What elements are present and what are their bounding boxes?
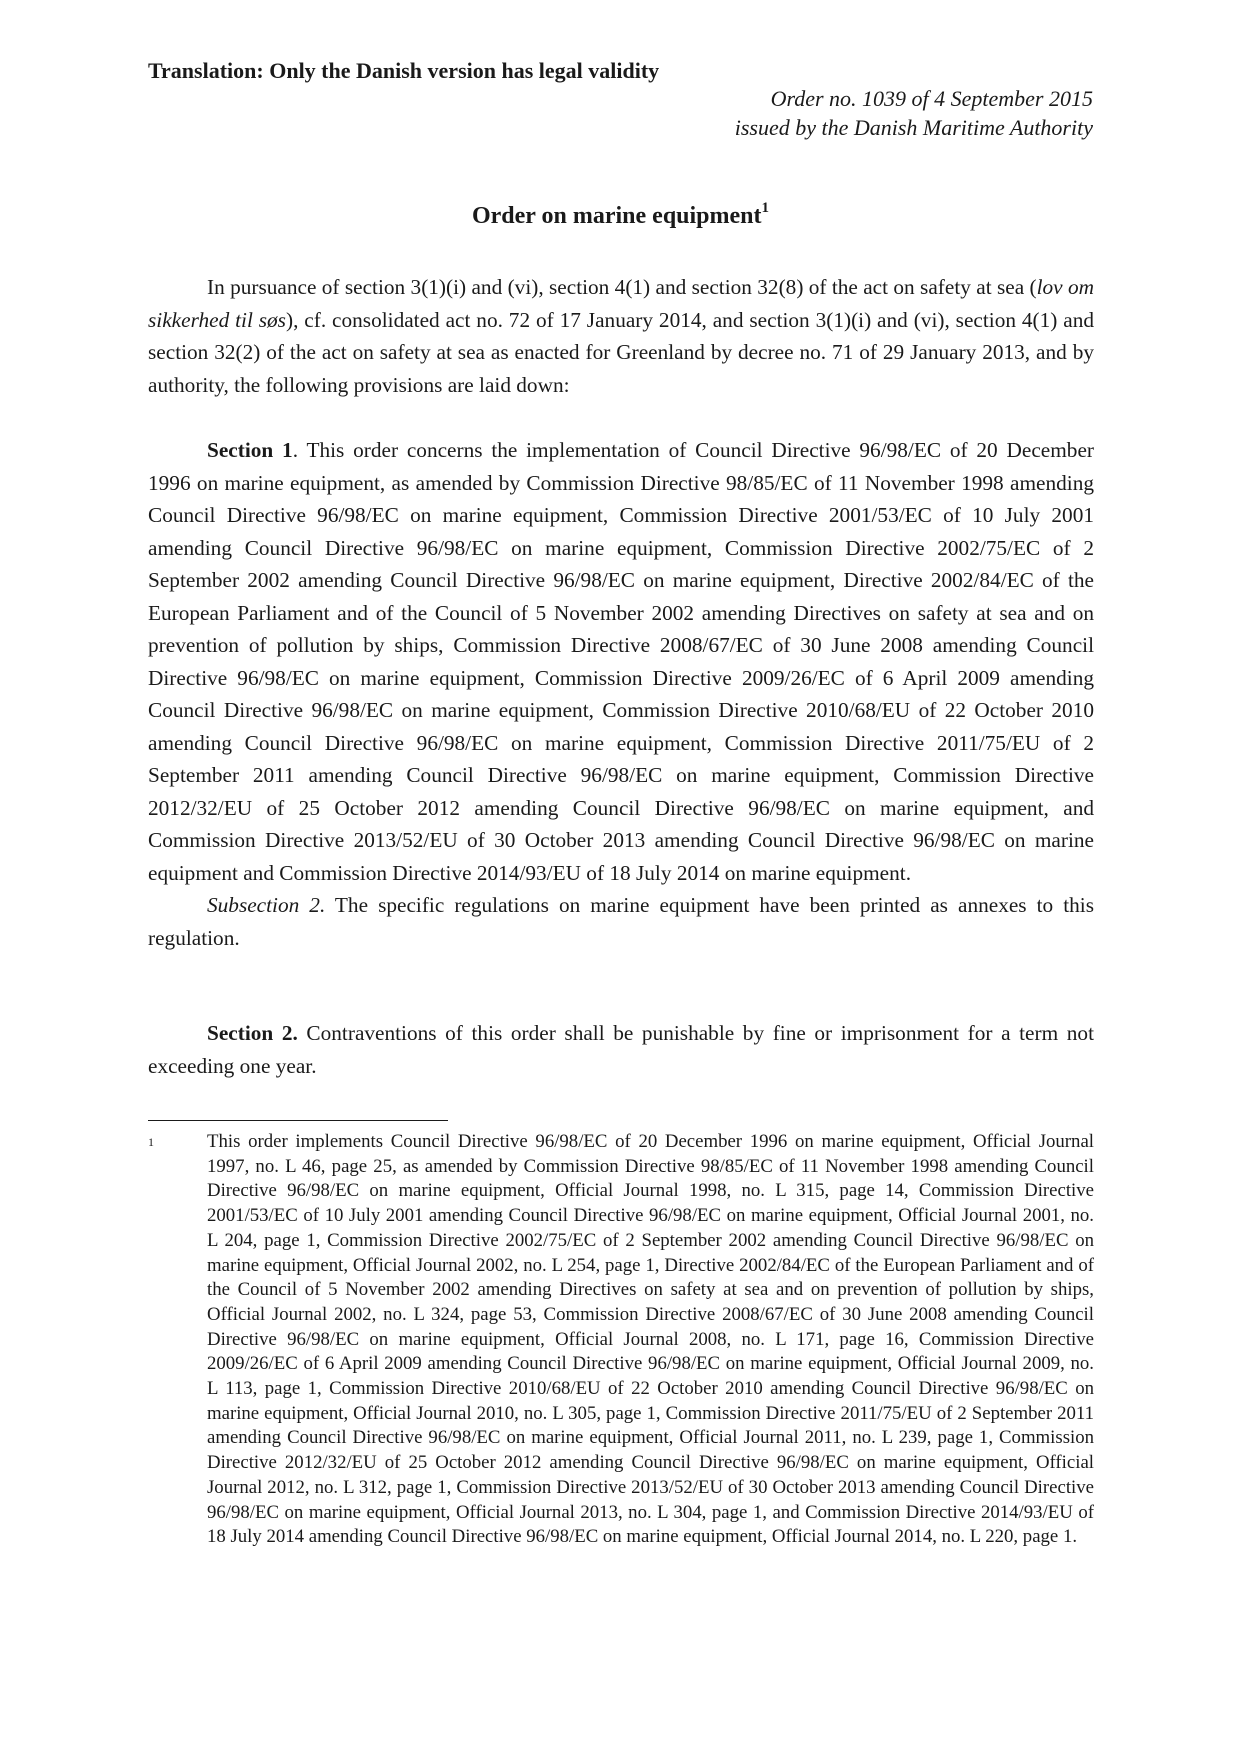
issuing-authority: issued by the Danish Maritime Authority — [734, 115, 1093, 140]
section-2-paragraph — [148, 1017, 1094, 1082]
subsection-2-paragraph — [148, 889, 1094, 954]
preamble — [148, 271, 1094, 401]
section-1 — [148, 434, 1094, 954]
subsection-2-text: The specific regulations on marine equipment have been printed as annexes to this regulation. — [148, 893, 1094, 950]
footnote-reference[interactable]: 1 — [761, 200, 770, 216]
preamble-text-1: In pursuance of section 3(1)(i) and (vi), section 4(1) and section 32(8) of the act on safety at sea ( — [207, 275, 1037, 299]
preamble-text-2: ), cf. consolidated act no. 72 of 17 January 2014, and section 3(1)(i) and (vi), section 4(1) and section 32(2) of the act on safety at sea as enacted for Greenland by decree no. 71 of 29 January 2013, and by authority, the following provisions are laid down: — [148, 307, 1094, 397]
page-title — [0, 202, 1241, 230]
order-number: Order no. 1039 of 4 September 2015 — [770, 86, 1093, 111]
section-1-text: . This order concerns the implementation of Council Directive 96/98/EC of 20 December 1996 on marine equipment, as amended by Commission Directive 98/85/EC of 11 November 1998 amending Council Directive 96/98/EC on marine equipment, Commission Directive 2001/53/EC of 10 July 2001 amending Council Directive 96/98/EC on marine equipment, Commission Directive 2002/75/EC of 2 September 2002 amending Council Directive 96/98/EC on marine equipment, Directive 2002/84/EC of the European Parliament and of the Council of 5 November 2002 amending Directives on safety at sea and on prevention of pollution by ships, Commission Directive 2008/67/EC of 30 June 2008 amending Council Directive 96/98/EC on marine equipment, Commission Directive 2009/26/EC of 6 April 2009 amending Council Directive 96/98/EC on marine equipment, Commission Directive 2010/68/EU of 22 October 2010 amending Council Directive 96/98/EC on marine equipment, Commission Directive 2011/75/EU of 2 September 2011 amending Council Directive 96/98/EC on marine equipment, Commission Directive 2012/32/EU of 25 October 2012 amending Council Directive 96/98/EC on marine equipment, and Commission Directive 2013/52/EU of 30 October 2013 amending Council Directive 96/98/EC on marine equipment and Commission Directive 2014/93/EU of 18 July 2014 on marine equipment. — [148, 438, 1094, 885]
section-1-label: Section 1 — [207, 438, 293, 462]
subsection-2-label: Subsection 2. — [207, 893, 326, 917]
section-2-label: Section 2. — [207, 1021, 298, 1045]
title-text: Order on marine equipment — [471, 203, 762, 229]
translation-notice: Translation: Only the Danish version has legal validity — [148, 58, 660, 83]
section-1-paragraph — [148, 434, 1094, 889]
footnote-text: This order implements Council Directive 96/98/EC of 20 December 1996 on marine equipment, Official Journal 1997, no. L 46, page 25, as amended by Commission Directive 98/85/EC of 11 November 1998 amending Council Directive 96/98/EC on marine equipment, Official Journal 1998, no. L 315, page 14, Commission Directive 2001/53/EC of 10 July 2001 amending Council Directive 96/98/EC on marine equipment, Official Journal 2001, no. L 204, page 1, Commission Directive 2002/75/EC of 2 September 2002 amending Council Directive 96/98/EC on marine equipment, Official Journal 2002, no. L 254, page 1, Directive 2002/84/EC of the European Parliament and of the Council of 5 November 2002 amending Directives on safety at sea and on prevention of pollution by ships, Official Journal 2002, no. L 324, page 53, Commission Directive 2008/67/EC of 30 June 2008 amending Council Directive 96/98/EC on marine equipment, Official Journal 2008, no. L 171, page 16, Commission Directive 2009/26/EC of 6 April 2009 amending Council Directive 96/98/EC on marine equipment, Official Journal 2009, no. L 113, page 1, Commission Directive 2010/68/EU of 22 October 2010 amending Council Directive 96/98/EC on marine equipment, Official Journal 2010, no. L 305, page 1, Commission Directive 2011/75/EU of 2 September 2011 amending Council Directive 96/98/EC on marine equipment, Official Journal 2011, no. L 239, page 1, Commission Directive 2012/32/EU of 25 October 2012 amending Council Directive 96/98/EC on marine equipment, Official Journal 2012, no. L 312, page 1, Commission Directive 2013/52/EU of 30 October 2013 amending Council Directive 96/98/EC on marine equipment, Official Journal 2013, no. L 304, page 1, and Commission Directive 2014/93/EU of 18 July 2014 amending Council Directive 96/98/EC on marine equipment, Official Journal 2014, no. L 220, page 1. — [207, 1131, 1094, 1548]
section-2-text: Contraventions of this order shall be punishable by fine or imprisonment for a term not exceeding one year. — [148, 1021, 1094, 1078]
footnote-number: 1 — [148, 1135, 154, 1149]
act-danish-name: lov om sikkerhed til søs — [148, 275, 1095, 332]
order-reference — [573, 84, 1093, 142]
footnote-divider — [148, 1120, 448, 1121]
section-2 — [148, 1017, 1094, 1082]
preamble-paragraph — [148, 271, 1094, 401]
